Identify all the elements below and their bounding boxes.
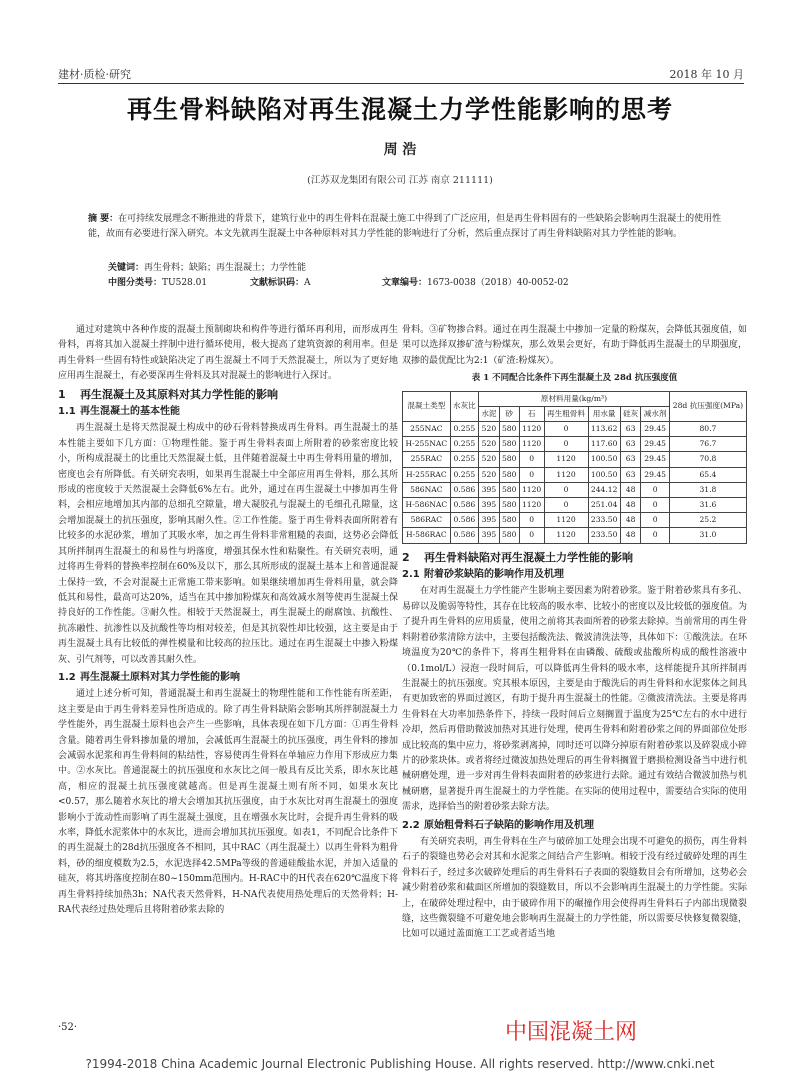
table-cell: 100.50 bbox=[588, 452, 620, 467]
th-sub: 减水剂 bbox=[641, 406, 669, 421]
table-cell: 0.586 bbox=[450, 498, 478, 513]
table-cell: 0.586 bbox=[450, 513, 478, 528]
table-cell: 0 bbox=[544, 422, 588, 437]
table-row bbox=[403, 482, 747, 497]
copyright-footer: ?1994-2018 China Academic Journal Electronic Publishing House. All rights reserved. http://www.cnki.net bbox=[85, 1057, 715, 1071]
table-cell: 580 bbox=[499, 437, 519, 452]
table-cell: 0 bbox=[519, 513, 544, 528]
table-row bbox=[403, 437, 747, 452]
table-cell: 0 bbox=[519, 467, 544, 482]
table-cell: 0 bbox=[544, 498, 588, 513]
table-cell: 0 bbox=[544, 482, 588, 497]
table-cell: 0 bbox=[544, 437, 588, 452]
article-number bbox=[382, 276, 569, 290]
page-number: ·52· bbox=[58, 1022, 78, 1033]
table-row bbox=[403, 467, 747, 482]
table-cell: H-586NAC bbox=[403, 498, 451, 513]
table-cell: 244.12 bbox=[588, 482, 620, 497]
table-cell: 395 bbox=[479, 513, 500, 528]
th-sub: 石 bbox=[519, 406, 544, 421]
right-column bbox=[402, 323, 747, 943]
clc-number bbox=[108, 276, 207, 290]
clc-text: TU528.01 bbox=[162, 278, 208, 288]
table-cell: 63 bbox=[620, 437, 641, 452]
table-cell: 1120 bbox=[519, 482, 544, 497]
table-cell: 0.255 bbox=[450, 452, 478, 467]
table-cell: 580 bbox=[499, 513, 519, 528]
table-cell: 0.586 bbox=[450, 482, 478, 497]
table-cell: H-255NAC bbox=[403, 437, 451, 452]
table-row bbox=[403, 452, 747, 467]
section-1-1-text: 再生混凝土是将天然混凝土构成中的砂石骨料替换成再生骨料。再生混凝土的基本性能主要如下几方面：①物理性能。鉴于再生骨料表面上所附着的砂浆密度比较小，所构成混凝土的比重比天然混凝土低，且伴随着混凝土中再生骨料用量的增加，密度也会有所降低。有关研究表明，如果再生混凝土中全部应用再生骨料，那么其所形成的密度较于天然混凝土会降低6%左右。此外，通过在再生混凝土中掺加再生骨料，会相应地增加其内部的总细孔空隙量，增大凝胶孔与混凝土的毛细孔孔隙量，这会增加混凝土的抗压强度，影响其耐久性。②工作性能。鉴于再生骨料表面所附着有比较多的水泥砂浆，增加了其吸水率，加之再生骨料非常粗糙的表面，这势必会降低其所拌制再生混凝土的和易性与坍落度，增强其保水性和粘聚性。有关研究表明，通过将再生骨料的替换率控制在60%及以下，那么其所形成的混凝土基本上和普通混凝土保持一致，不会对混凝土正常施工带来影响。如果继续增加再生骨料用量，就会降低其和易性，最高可达20%，适当在其中掺加粉煤灰和高效减水剂等使再生混凝土保持良好的工作性能。③耐久性。相较于天然混凝土，再生混凝土的耐腐蚀、抗酸性、抗冻融性、抗渗性以及抗酸性等均相对较差，但是其抗裂性却比较强，这主要是由于再生混凝土具有比较低的弹性模量和比较高的拉压比。通过在再生混凝土中掺入粉煤灰、引气剂等，可以改善其耐久性。 bbox=[58, 423, 398, 665]
article-no-label: 文章编号： bbox=[382, 278, 428, 288]
table-cell: 0 bbox=[519, 452, 544, 467]
table-cell: 29.45 bbox=[641, 467, 669, 482]
table-cell: 0 bbox=[519, 528, 544, 543]
running-header-right: 2018 年 10 月 bbox=[669, 68, 744, 81]
table-cell: 113.62 bbox=[588, 422, 620, 437]
table-cell: 63 bbox=[620, 467, 641, 482]
table-row bbox=[403, 528, 747, 543]
table-cell: 63 bbox=[620, 452, 641, 467]
section-1-1-heading: 1.1 再生混凝土的基本性能 bbox=[58, 406, 180, 418]
th-type: 混凝土类型 bbox=[403, 391, 451, 421]
abstract-text: 在可持续发展理念不断推进的背景下，建筑行业中的再生骨料在混凝土施工中得到了广泛应用，但是再生骨料固有的一些缺陷会影响再生混凝土的使用性能，故而有必要进行深入研究。本文先就再生混凝土中各种原料对其力学性能的影响进行了分析，然后重点探讨了再生骨料缺陷对其力学性能的影响。 bbox=[88, 214, 722, 239]
section-2-heading: 2 再生骨料缺陷对再生混凝土力学性能的影响 bbox=[402, 550, 633, 564]
table-cell: 395 bbox=[479, 482, 500, 497]
table-cell: 520 bbox=[479, 422, 500, 437]
table-cell: 586NAC bbox=[403, 482, 451, 497]
table-cell: 0 bbox=[641, 482, 669, 497]
keywords-label: 关键词： bbox=[108, 263, 145, 273]
th-sub: 用水量 bbox=[588, 406, 620, 421]
table-cell: 48 bbox=[620, 528, 641, 543]
continued-paragraph: 骨料。③矿物掺合料。通过在再生混凝土中掺加一定量的粉煤灰，会降低其强度值，如果可以选择双掺矿渣与粉煤灰，那么效果会更好，有助于降低再生混凝土的早期强度，双掺的最优配比为2:1（矿渣:粉煤灰）。 bbox=[402, 325, 747, 366]
table-cell: 520 bbox=[479, 467, 500, 482]
running-header-left: 建材·质检·研究 bbox=[58, 68, 131, 81]
table-cell: 520 bbox=[479, 437, 500, 452]
th-sub: 再生粗骨料 bbox=[544, 406, 588, 421]
table-row bbox=[403, 513, 747, 528]
table-cell: 29.45 bbox=[641, 437, 669, 452]
table-cell: 255NAC bbox=[403, 422, 451, 437]
table-cell: 31.8 bbox=[669, 482, 746, 497]
section-1-heading: 1 再生混凝土及其原料对其力学性能的影响 bbox=[58, 387, 278, 401]
section-2-1-heading: 2.1 附着砂浆缺陷的影响作用及机理 bbox=[402, 569, 564, 581]
author: 周 浩 bbox=[383, 142, 417, 158]
table-cell: H-586RAC bbox=[403, 528, 451, 543]
table-cell: 31.6 bbox=[669, 498, 746, 513]
section-2-2-text: 有关研究表明，再生骨料在生产与破碎加工处理会出现不可避免的损伤，再生骨料石子的裂缝也势必会对其和水泥浆之间结合产生影响。相较于没有经过破碎处理的再生骨料石子，经过多次破碎处理后的再生骨料石子表面的裂缝数目会有所增加，这势必会减少附着砂浆和截面区所增加的裂缝数目，所以不会影响再生混凝土的力学性能。实际上，在破碎处理过程中，由于破碎作用下的碾撞作用会使得再生骨料石子内部出现微裂缝，这些微裂缝不可避免地会影响再生混凝土的力学性能，所以需要尽快修复微裂缝，比如可以通过盖面施工工艺或者适当地 bbox=[402, 836, 747, 940]
table-cell: 586RAC bbox=[403, 513, 451, 528]
table-cell: 70.8 bbox=[669, 452, 746, 467]
table-caption: 表 1 不同配合比条件下再生混凝土及 28d 抗压强度值 bbox=[471, 373, 678, 384]
th-materials: 原材料用量(kg/m³) bbox=[479, 391, 670, 406]
table-cell: 25.2 bbox=[669, 513, 746, 528]
table-cell: 0.255 bbox=[450, 467, 478, 482]
section-2-1-text: 在对再生混凝土力学性能产生影响主要因素为附着砂浆。鉴于附着砂浆具有多孔、易碎以及脆弱等特性，其存在比较高的吸水率、比较小的密度以及比较低的强度值。为了提升再生骨料的应用质量，使用之前将其表面所着的砂浆去除掉。当前常用的再生骨料附着砂浆清除方法中，主要包括酸洗法、微波清洗法等，具体如下：①酸洗法。在环境温度为20℃的条件下，将再生粗骨料在由磷酸、硫酸或盐酸所构成的酸性溶液中（0.1mol/L）浸泡一段时间后，可以降低再生骨料的吸水率，这样能提升其所拌制再生混凝土的抗压强度。究其根本原因，主要是由于酸洗后的再生骨料和水泥浆体之间具有更加致密的界面过渡区，有助于提升再生混凝土的性能。②微波清洗法。主要是将再生骨料在大功率加热条件下，持续一段时间后立刻搁置于温度为25℃左右的水中进行冷却，然后再借助微波加热对其进行处理，使再生骨料和附着砂浆之间的界面部位处形成比较高的集中应力，将砂浆剥离掉，同时还可以降分掉原有附着砂浆以及碎裂成小碎片的砂浆块体。或者将经过微波加热处理后的再生骨料搁置于磨损检测设备当中进行机械研磨处理，进一步对再生骨料表面附着的砂浆进行去除。通过有效结合微波加热与机械研磨，显著提升再生混凝土的力学性能。在实际的使用过程中，需要结合实际的使用需求，选择恰当的附着砂浆去除方法。 bbox=[402, 586, 747, 813]
table-cell: 580 bbox=[499, 482, 519, 497]
table-cell: 29.45 bbox=[641, 422, 669, 437]
left-column bbox=[58, 323, 398, 918]
abstract bbox=[88, 212, 728, 242]
table-row bbox=[403, 422, 747, 437]
th-wc: 水灰比 bbox=[450, 391, 478, 421]
table-row bbox=[403, 498, 747, 513]
table-cell: 580 bbox=[499, 467, 519, 482]
table-cell: 48 bbox=[620, 498, 641, 513]
header-rule bbox=[58, 83, 744, 84]
table-cell: 395 bbox=[479, 498, 500, 513]
abstract-label: 摘 要： bbox=[88, 214, 119, 224]
table-cell: 0 bbox=[641, 498, 669, 513]
table-cell: 29.45 bbox=[641, 452, 669, 467]
document-code bbox=[250, 276, 311, 290]
table-cell: 233.50 bbox=[588, 528, 620, 543]
table-cell: 0 bbox=[641, 513, 669, 528]
table-cell: 0.255 bbox=[450, 422, 478, 437]
table-cell: 251.04 bbox=[588, 498, 620, 513]
doc-code-text: A bbox=[304, 278, 311, 288]
table-cell: 520 bbox=[479, 452, 500, 467]
table-cell: 1120 bbox=[519, 422, 544, 437]
table-cell: 100.50 bbox=[588, 467, 620, 482]
table-cell: 80.7 bbox=[669, 422, 746, 437]
table-cell: 48 bbox=[620, 513, 641, 528]
table-cell: 1120 bbox=[544, 513, 588, 528]
table-cell: 233.50 bbox=[588, 513, 620, 528]
table-cell: 1120 bbox=[544, 528, 588, 543]
section-1-2-text: 通过上述分析可知，普通混凝土和再生混凝土的物理性能和工作性能有所差距，这主要是由于再生骨料差异性所造成的。除了再生骨料缺陷会影响其所拌制混凝土力学性能外，再生混凝土原料也会产生一些影响，具体表现在如下几方面：①再生骨料含量。随着再生骨料掺加量的增加，会减低再生混凝土的抗压强度，再生骨料的掺加会减弱水泥浆和再生骨料间的粘结性，容易使再生骨料在单轴应力作用下形成应力集中。②水灰比。普通混凝土的抗压强度和水灰比之间一般具有反比关系，即水灰比越高，相应的混凝土抗压强度就越高。但是再生混凝土则有所不同，如果水灰比<0.57，那么随着水灰比的增大会增加其抗压强度，由于水灰比对再生混凝土的强度影响小于流动性而影响了再生混凝土强度，且在增强水灰比时，会提升再生骨料的吸水率，降低水泥浆体中的水灰比，进而会增加其抗压强度。如表1，不同配合比条件下的再生混凝土的28d抗压强度各不相同，其中RAC（再生混凝土）以再生骨料为粗骨料，砂的细度模数为2.5，水泥选择42.5MPa等级的普通硅酸盐水泥，并加入适量的硅灰，将其坍落度控制在80~150mm范围内。H-RAC中的H代表在620℃温度下将再生骨料持续加热3h；NA代表天然骨料，H-NA代表使用热处理后的天然骨料；H-RA代表经过热处理后且将附着砂浆去除的 bbox=[58, 689, 398, 916]
affiliation: (江苏双龙集团有限公司 江苏 南京 211111) bbox=[307, 175, 493, 186]
watermark: 中国混凝土网 bbox=[505, 1020, 638, 1045]
paper-title: 再生骨料缺陷对再生混凝土力学性能影响的思考 bbox=[126, 95, 673, 124]
article-no-text: 1673-0038（2018）40-0052-02 bbox=[427, 278, 569, 288]
table-cell: 580 bbox=[499, 422, 519, 437]
table-cell: 1120 bbox=[519, 437, 544, 452]
table-cell: 0.255 bbox=[450, 437, 478, 452]
doc-code-label: 文献标识码： bbox=[250, 278, 305, 288]
table-cell: 1120 bbox=[544, 452, 588, 467]
table-cell: 580 bbox=[499, 528, 519, 543]
keywords bbox=[108, 261, 306, 275]
table-cell: H-255RAC bbox=[403, 467, 451, 482]
table-cell: 117.60 bbox=[588, 437, 620, 452]
clc-label: 中图分类号： bbox=[108, 278, 163, 288]
table-cell: 580 bbox=[499, 452, 519, 467]
th-strength: 28d 抗压强度(MPa) bbox=[669, 391, 746, 421]
table-cell: 580 bbox=[499, 498, 519, 513]
table-cell: 1120 bbox=[519, 498, 544, 513]
th-sub: 砂 bbox=[499, 406, 519, 421]
th-sub: 硅灰 bbox=[620, 406, 641, 421]
keywords-text: 再生骨料；缺陷；再生混凝土；力学性能 bbox=[144, 263, 307, 273]
table-cell: 31.0 bbox=[669, 528, 746, 543]
table-cell: 48 bbox=[620, 482, 641, 497]
table-cell: 63 bbox=[620, 422, 641, 437]
table-cell: 1120 bbox=[544, 467, 588, 482]
table-cell: 255RAC bbox=[403, 452, 451, 467]
section-1-2-heading: 1.2 再生混凝土原料对其力学性能的影响 bbox=[58, 671, 240, 683]
data-table bbox=[402, 391, 747, 544]
table-cell: 0.586 bbox=[450, 528, 478, 543]
table-cell: 0 bbox=[641, 528, 669, 543]
table-cell: 65.4 bbox=[669, 467, 746, 482]
table-cell: 76.7 bbox=[669, 437, 746, 452]
table-cell: 395 bbox=[479, 528, 500, 543]
intro-paragraph: 通过对建筑中各种作废的混凝土预制砌块和构件等进行循环再利用，而形成再生骨料，再将其加入混凝土拌制中进行循环使用，极大提高了建筑资源的利用率。但是再生骨料一些固有特性或缺陷决定了再生混凝土不同于天然混凝土，所以为了更好地应用再生混凝土，有必要深再生骨料及其对混凝土的影响进行入探讨。 bbox=[58, 325, 398, 382]
section-2-2-heading: 2.2 原始粗骨料石子缺陷的影响作用及机理 bbox=[402, 819, 594, 831]
th-sub: 水泥 bbox=[479, 406, 500, 421]
